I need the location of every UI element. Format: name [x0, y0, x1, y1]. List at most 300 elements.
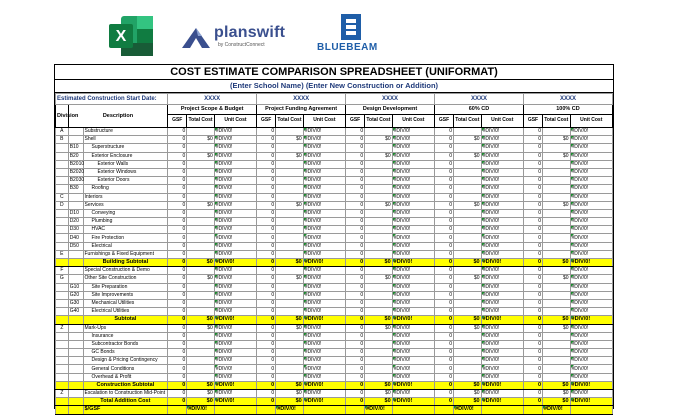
gsf-cell[interactable]: 0	[523, 185, 542, 193]
total-cost-cell[interactable]: $0	[454, 381, 482, 389]
gsf-cell[interactable]: 0	[346, 193, 365, 201]
division-code-cell[interactable]	[56, 168, 69, 176]
unit-cost-cell[interactable]: #DIV/0!	[392, 291, 434, 299]
total-cost-cell[interactable]	[187, 144, 215, 152]
gsf-cell[interactable]: 0	[346, 218, 365, 226]
gsf-cell[interactable]: 0	[523, 218, 542, 226]
unit-cost-cell[interactable]: #DIV/0!	[392, 308, 434, 316]
total-cost-cell[interactable]	[454, 332, 482, 340]
unit-cost-cell[interactable]: #DIV/0!	[392, 201, 434, 209]
start-date-value[interactable]: XXXX	[346, 94, 435, 105]
unit-cost-cell[interactable]: #DIV/0!	[214, 291, 256, 299]
division-code-cell[interactable]	[56, 316, 69, 324]
unit-cost-cell[interactable]: #DIV/0!	[214, 373, 256, 381]
division-code-cell[interactable]	[56, 177, 69, 185]
gsf-cell[interactable]: 0	[257, 398, 276, 406]
total-cost-cell[interactable]	[365, 250, 393, 258]
unit-cost-cell[interactable]: #DIV/0!	[392, 160, 434, 168]
gsf-cell[interactable]: 0	[346, 152, 365, 160]
gsf-cell[interactable]: 0	[257, 168, 276, 176]
gsf-cell[interactable]: 0	[435, 381, 454, 389]
gsf-cell[interactable]: 0	[168, 168, 187, 176]
unit-cost-cell[interactable]: #DIV/0!	[303, 259, 345, 267]
gsf-cell[interactable]: 0	[168, 209, 187, 217]
gsf-cell[interactable]: 0	[523, 291, 542, 299]
total-cost-cell[interactable]: $0	[365, 152, 393, 160]
division-code-cell[interactable]	[56, 226, 69, 234]
description-cell[interactable]: Exterior Windows	[83, 168, 168, 176]
total-cost-cell[interactable]: $0	[454, 324, 482, 332]
unit-cost-cell[interactable]: #DIV/0!	[303, 250, 345, 258]
unit-cost-cell[interactable]: #DIV/0!	[570, 308, 612, 316]
total-cost-cell[interactable]: $0	[187, 152, 215, 160]
unit-cost-cell[interactable]: #DIV/0!	[214, 340, 256, 348]
total-cost-cell[interactable]	[454, 160, 482, 168]
gsf-cell[interactable]: 0	[168, 324, 187, 332]
total-cost-cell[interactable]	[365, 128, 393, 136]
total-cost-cell[interactable]	[187, 218, 215, 226]
unit-cost-cell[interactable]: #DIV/0!	[481, 193, 523, 201]
total-cost-cell[interactable]: $0	[543, 324, 571, 332]
gsf-cell[interactable]: 0	[435, 357, 454, 365]
gsf-cell[interactable]: 0	[346, 128, 365, 136]
unit-cost-cell[interactable]: #DIV/0!	[392, 185, 434, 193]
total-cost-cell[interactable]	[365, 168, 393, 176]
subcode-cell[interactable]	[68, 349, 83, 357]
total-cost-cell[interactable]	[365, 234, 393, 242]
gsf-cell[interactable]: 0	[523, 324, 542, 332]
unit-cost-cell[interactable]: #DIV/0!	[214, 259, 256, 267]
unit-cost-cell[interactable]: #DIV/0!	[392, 152, 434, 160]
gsf-cell[interactable]: 0	[523, 160, 542, 168]
unit-cost-cell[interactable]: #DIV/0!	[214, 299, 256, 307]
total-cost-cell[interactable]	[365, 160, 393, 168]
total-cost-cell[interactable]	[543, 209, 571, 217]
total-cost-cell[interactable]	[543, 349, 571, 357]
gsf-cell[interactable]: 0	[168, 381, 187, 389]
gsf-cell[interactable]: 0	[257, 128, 276, 136]
total-cost-cell[interactable]: $0	[187, 136, 215, 144]
gsf-cell[interactable]: 0	[257, 193, 276, 201]
subcode-cell[interactable]: D50	[68, 242, 83, 250]
total-cost-cell[interactable]	[276, 242, 304, 250]
total-cost-cell[interactable]	[543, 160, 571, 168]
division-code-cell[interactable]: Z	[56, 324, 69, 332]
subcode-cell[interactable]: B2020	[69, 169, 85, 176]
unit-cost-cell[interactable]: #DIV/0!	[570, 283, 612, 291]
gsf-cell[interactable]: 0	[346, 136, 365, 144]
gsf-cell[interactable]: 0	[523, 390, 542, 398]
unit-cost-cell[interactable]: #DIV/0!	[303, 136, 345, 144]
unit-cost-cell[interactable]: #DIV/0!	[570, 390, 612, 398]
total-cost-cell[interactable]: $0	[365, 390, 393, 398]
total-cost-cell[interactable]	[276, 144, 304, 152]
gsf-cell[interactable]: 0	[257, 299, 276, 307]
gsf-cell[interactable]: 0	[257, 242, 276, 250]
unit-cost-cell[interactable]: #DIV/0!	[481, 177, 523, 185]
gsf-cell[interactable]: 0	[435, 259, 454, 267]
gsf-cell[interactable]: 0	[257, 332, 276, 340]
description-cell[interactable]: Services	[83, 201, 168, 209]
unit-cost-cell[interactable]: #DIV/0!	[392, 365, 434, 373]
gsf-cell[interactable]: 0	[346, 357, 365, 365]
unit-cost-cell[interactable]: #DIV/0!	[570, 185, 612, 193]
total-cost-cell[interactable]	[543, 365, 571, 373]
division-code-cell[interactable]: E	[56, 250, 69, 258]
unit-cost-cell[interactable]: #DIV/0!	[481, 373, 523, 381]
total-cost-cell[interactable]: $0	[543, 381, 571, 389]
start-date-value[interactable]: XXXX	[257, 94, 346, 105]
unit-cost-cell[interactable]: #DIV/0!	[392, 128, 434, 136]
unit-cost-cell[interactable]: #DIV/0!	[392, 259, 434, 267]
total-cost-cell[interactable]	[365, 308, 393, 316]
unit-cost-cell[interactable]: #DIV/0!	[570, 381, 612, 389]
gsf-cell[interactable]: 0	[257, 357, 276, 365]
subcode-cell[interactable]: G20	[68, 291, 83, 299]
total-cost-cell[interactable]: $0	[454, 259, 482, 267]
subcode-cell[interactable]: B10	[68, 144, 83, 152]
gsf-cell[interactable]: 0	[346, 267, 365, 275]
gsf-cell[interactable]: 0	[168, 201, 187, 209]
total-cost-cell[interactable]	[276, 308, 304, 316]
gsf-cell[interactable]: 0	[346, 340, 365, 348]
unit-cost-cell[interactable]: #DIV/0!	[214, 250, 256, 258]
gsf-cell[interactable]: 0	[346, 185, 365, 193]
division-code-cell[interactable]	[56, 152, 69, 160]
division-code-cell[interactable]	[56, 299, 69, 307]
unit-cost-cell[interactable]: #DIV/0!	[481, 299, 523, 307]
total-cost-cell[interactable]	[187, 234, 215, 242]
unit-cost-cell[interactable]: #DIV/0!	[214, 152, 256, 160]
gsf-cell[interactable]: 0	[346, 234, 365, 242]
division-code-cell[interactable]	[56, 144, 69, 152]
unit-cost-cell[interactable]: #DIV/0!	[392, 398, 434, 406]
unit-cost-cell[interactable]: #DIV/0!	[214, 234, 256, 242]
unit-cost-cell[interactable]: #DIV/0!	[392, 218, 434, 226]
total-cost-cell[interactable]	[365, 177, 393, 185]
unit-cost-cell[interactable]: #DIV/0!	[392, 390, 434, 398]
unit-cost-cell[interactable]: #DIV/0!	[303, 177, 345, 185]
gsf-cell[interactable]: 0	[523, 299, 542, 307]
subcode-cell[interactable]: B2030	[69, 177, 85, 184]
total-cost-cell[interactable]: $0	[454, 390, 482, 398]
gsf-cell[interactable]: 0	[435, 209, 454, 217]
gsf-cell[interactable]: 0	[523, 226, 542, 234]
gsf-cell[interactable]: 0	[257, 201, 276, 209]
unit-cost-cell[interactable]: #DIV/0!	[570, 357, 612, 365]
unit-cost-cell[interactable]: #DIV/0!	[303, 299, 345, 307]
gsf-cell[interactable]: 0	[523, 308, 542, 316]
gsf-cell[interactable]: 0	[523, 340, 542, 348]
total-cost-cell[interactable]: $0	[454, 136, 482, 144]
unit-cost-cell[interactable]: #DIV/0!	[481, 144, 523, 152]
unit-cost-cell[interactable]: #DIV/0!	[481, 291, 523, 299]
gsf-cell[interactable]: 0	[435, 373, 454, 381]
unit-cost-cell[interactable]: #DIV/0!	[303, 381, 345, 389]
gsf-cell[interactable]: 0	[435, 332, 454, 340]
gsf-cell[interactable]: 0	[168, 365, 187, 373]
total-cost-cell[interactable]	[276, 267, 304, 275]
description-cell[interactable]: Fire Protection	[83, 234, 168, 242]
gsf-cell[interactable]: 0	[346, 259, 365, 267]
unit-cost-cell[interactable]: #DIV/0!	[481, 168, 523, 176]
total-cost-cell[interactable]: $0	[365, 275, 393, 283]
empty-cell[interactable]	[481, 406, 523, 414]
unit-cost-cell[interactable]: #DIV/0!	[214, 242, 256, 250]
total-cost-cell[interactable]	[454, 177, 482, 185]
unit-cost-cell[interactable]: #DIV/0!	[303, 349, 345, 357]
unit-cost-cell[interactable]: #DIV/0!	[570, 349, 612, 357]
total-cost-cell[interactable]	[454, 283, 482, 291]
gsf-cell[interactable]: 0	[435, 160, 454, 168]
unit-cost-cell[interactable]: #DIV/0!	[214, 381, 256, 389]
unit-cost-cell[interactable]: #DIV/0!	[214, 308, 256, 316]
unit-cost-cell[interactable]: #DIV/0!	[570, 373, 612, 381]
subcode-cell[interactable]	[68, 136, 83, 144]
gsf-cell[interactable]: 0	[168, 283, 187, 291]
total-cost-cell[interactable]	[187, 209, 215, 217]
division-code-cell[interactable]	[56, 357, 69, 365]
description-cell[interactable]: Exterior Walls	[83, 160, 168, 168]
gsf-cell[interactable]: 0	[435, 267, 454, 275]
gsf-cell[interactable]: 0	[346, 349, 365, 357]
subcode-cell[interactable]	[68, 267, 83, 275]
gsf-cell[interactable]: 0	[168, 144, 187, 152]
unit-cost-cell[interactable]: #DIV/0!	[303, 234, 345, 242]
unit-cost-cell[interactable]: #DIV/0!	[214, 144, 256, 152]
subcode-cell[interactable]	[68, 390, 83, 398]
gsf-cell[interactable]: 0	[435, 324, 454, 332]
gsf-cell[interactable]: 0	[435, 398, 454, 406]
division-code-cell[interactable]	[56, 398, 69, 406]
unit-cost-cell[interactable]: #DIV/0!	[392, 340, 434, 348]
total-cost-cell[interactable]	[365, 209, 393, 217]
total-cost-cell[interactable]	[187, 168, 215, 176]
gsf-cell[interactable]: 0	[257, 144, 276, 152]
total-cost-cell[interactable]	[543, 144, 571, 152]
empty-cell[interactable]	[392, 406, 434, 414]
gsf-cell[interactable]: 0	[346, 201, 365, 209]
total-cost-cell[interactable]: $0	[276, 152, 304, 160]
total-cost-cell[interactable]	[543, 250, 571, 258]
total-cost-cell[interactable]	[276, 226, 304, 234]
unit-cost-cell[interactable]: #DIV/0!	[481, 218, 523, 226]
total-cost-cell[interactable]	[276, 218, 304, 226]
total-cost-cell[interactable]: $0	[276, 324, 304, 332]
division-code-cell[interactable]	[56, 406, 69, 414]
gsf-cell[interactable]: 0	[346, 291, 365, 299]
description-cell[interactable]: Other Site Construction	[83, 275, 168, 283]
total-cost-cell[interactable]	[187, 291, 215, 299]
gsf-cell[interactable]: 0	[523, 381, 542, 389]
unit-cost-cell[interactable]: #DIV/0!	[214, 275, 256, 283]
total-cost-cell[interactable]	[543, 168, 571, 176]
gsf-cell[interactable]	[257, 406, 276, 414]
unit-cost-cell[interactable]: #DIV/0!	[481, 381, 523, 389]
subcode-cell[interactable]: D20	[68, 218, 83, 226]
gsf-cell[interactable]: 0	[257, 381, 276, 389]
unit-cost-cell[interactable]: #DIV/0!	[392, 144, 434, 152]
unit-cost-cell[interactable]: #DIV/0!	[303, 152, 345, 160]
unit-cost-cell[interactable]: #DIV/0!	[392, 299, 434, 307]
unit-cost-cell[interactable]: #DIV/0!	[481, 357, 523, 365]
unit-cost-cell[interactable]: #DIV/0!	[303, 128, 345, 136]
gsf-cell[interactable]: 0	[346, 250, 365, 258]
unit-cost-cell[interactable]: #DIV/0!	[392, 250, 434, 258]
unit-cost-cell[interactable]: #DIV/0!	[481, 128, 523, 136]
subcode-cell[interactable]: G40	[68, 308, 83, 316]
division-code-cell[interactable]	[56, 209, 69, 217]
total-cost-cell[interactable]	[454, 242, 482, 250]
subcode-cell[interactable]	[68, 250, 83, 258]
total-cost-cell[interactable]	[276, 340, 304, 348]
total-cost-cell[interactable]	[365, 340, 393, 348]
gsf-cell[interactable]: 0	[435, 144, 454, 152]
gsf-cell[interactable]: 0	[168, 299, 187, 307]
division-code-cell[interactable]	[56, 160, 69, 168]
unit-cost-cell[interactable]: #DIV/0!	[392, 373, 434, 381]
gsf-cell[interactable]: 0	[523, 267, 542, 275]
gsf-cell[interactable]: 0	[346, 373, 365, 381]
total-cost-cell[interactable]	[187, 299, 215, 307]
unit-cost-per-gsf-cell[interactable]: #DIV/0!	[454, 406, 482, 414]
sheet-subtitle[interactable]: (Enter School Name) (Enter New Construction or Addition)	[55, 80, 613, 93]
gsf-cell[interactable]: 0	[346, 226, 365, 234]
total-cost-cell[interactable]	[454, 267, 482, 275]
total-cost-cell[interactable]: $0	[276, 316, 304, 324]
total-cost-cell[interactable]	[543, 332, 571, 340]
unit-cost-cell[interactable]: #DIV/0!	[570, 201, 612, 209]
gsf-cell[interactable]: 0	[257, 234, 276, 242]
gsf-cell[interactable]: 0	[435, 308, 454, 316]
gsf-cell[interactable]: 0	[257, 160, 276, 168]
total-cost-cell[interactable]: $0	[187, 324, 215, 332]
unit-cost-cell[interactable]: #DIV/0!	[570, 128, 612, 136]
unit-cost-per-gsf-cell[interactable]: #DIV/0!	[276, 406, 304, 414]
subcode-cell[interactable]: G30	[68, 299, 83, 307]
unit-cost-cell[interactable]: #DIV/0!	[481, 226, 523, 234]
subcode-cell[interactable]	[68, 365, 83, 373]
unit-cost-cell[interactable]: #DIV/0!	[481, 275, 523, 283]
gsf-cell[interactable]: 0	[168, 218, 187, 226]
total-cost-cell[interactable]: $0	[187, 390, 215, 398]
gsf-cell[interactable]: 0	[523, 365, 542, 373]
description-cell[interactable]: Special Construction & Demo	[83, 267, 168, 275]
unit-cost-cell[interactable]: #DIV/0!	[303, 193, 345, 201]
gsf-cell[interactable]: 0	[346, 299, 365, 307]
total-cost-cell[interactable]: $0	[276, 259, 304, 267]
division-code-cell[interactable]	[56, 365, 69, 373]
unit-cost-cell[interactable]: #DIV/0!	[214, 136, 256, 144]
unit-cost-cell[interactable]: #DIV/0!	[570, 193, 612, 201]
total-cost-cell[interactable]	[454, 128, 482, 136]
total-cost-cell[interactable]	[454, 185, 482, 193]
unit-cost-cell[interactable]: #DIV/0!	[392, 177, 434, 185]
gsf-cell[interactable]: 0	[168, 160, 187, 168]
unit-cost-cell[interactable]: #DIV/0!	[481, 365, 523, 373]
gsf-cell[interactable]: 0	[257, 152, 276, 160]
start-date-value[interactable]: XXXX	[435, 94, 524, 105]
gsf-cell[interactable]: 0	[168, 242, 187, 250]
unit-cost-cell[interactable]: #DIV/0!	[214, 209, 256, 217]
gsf-cell[interactable]: 0	[523, 357, 542, 365]
division-code-cell[interactable]	[56, 349, 69, 357]
unit-cost-cell[interactable]: #DIV/0!	[214, 365, 256, 373]
gsf-cell[interactable]: 0	[346, 316, 365, 324]
total-cost-cell[interactable]	[187, 250, 215, 258]
description-cell[interactable]: Mechanical Utilities	[83, 299, 168, 307]
division-code-cell[interactable]	[56, 259, 69, 267]
unit-cost-per-gsf-cell[interactable]: #DIV/0!	[543, 406, 571, 414]
gsf-cell[interactable]: 0	[168, 128, 187, 136]
unit-cost-per-gsf-cell[interactable]: #DIV/0!	[187, 406, 215, 414]
gsf-cell[interactable]: 0	[257, 209, 276, 217]
unit-cost-cell[interactable]: #DIV/0!	[303, 308, 345, 316]
total-cost-cell[interactable]	[276, 250, 304, 258]
unit-cost-cell[interactable]: #DIV/0!	[214, 218, 256, 226]
total-cost-cell[interactable]: $0	[276, 136, 304, 144]
unit-cost-cell[interactable]: #DIV/0!	[303, 357, 345, 365]
gsf-cell[interactable]: 0	[257, 365, 276, 373]
total-cost-cell[interactable]	[276, 299, 304, 307]
total-cost-cell[interactable]	[365, 365, 393, 373]
gsf-cell[interactable]: 0	[435, 226, 454, 234]
total-cost-cell[interactable]	[365, 144, 393, 152]
unit-cost-cell[interactable]: #DIV/0!	[214, 160, 256, 168]
total-cost-cell[interactable]	[454, 365, 482, 373]
subcode-cell[interactable]	[68, 275, 83, 283]
gsf-cell[interactable]: 0	[257, 267, 276, 275]
gsf-cell[interactable]: 0	[523, 332, 542, 340]
unit-cost-cell[interactable]: #DIV/0!	[303, 373, 345, 381]
start-date-value[interactable]: XXXX	[168, 94, 257, 105]
unit-cost-cell[interactable]: #DIV/0!	[303, 226, 345, 234]
division-code-cell[interactable]	[56, 291, 69, 299]
total-cost-cell[interactable]: $0	[543, 275, 571, 283]
gsf-cell[interactable]: 0	[523, 316, 542, 324]
total-cost-cell[interactable]	[187, 185, 215, 193]
gsf-cell[interactable]: 0	[257, 259, 276, 267]
unit-cost-cell[interactable]: #DIV/0!	[214, 390, 256, 398]
total-cost-cell[interactable]: $0	[454, 398, 482, 406]
gsf-cell[interactable]: 0	[346, 160, 365, 168]
gsf-cell[interactable]: 0	[523, 250, 542, 258]
gsf-cell[interactable]: 0	[523, 259, 542, 267]
total-cost-cell[interactable]	[365, 193, 393, 201]
unit-cost-cell[interactable]: #DIV/0!	[570, 275, 612, 283]
division-code-cell[interactable]	[56, 218, 69, 226]
unit-cost-cell[interactable]: #DIV/0!	[214, 177, 256, 185]
total-cost-cell[interactable]: $0	[276, 398, 304, 406]
total-cost-cell[interactable]: $0	[543, 152, 571, 160]
total-cost-cell[interactable]	[365, 218, 393, 226]
unit-cost-cell[interactable]: #DIV/0!	[570, 234, 612, 242]
unit-cost-cell[interactable]: #DIV/0!	[303, 340, 345, 348]
total-cost-cell[interactable]	[187, 365, 215, 373]
total-cost-cell[interactable]: $0	[543, 390, 571, 398]
gsf-cell[interactable]: 0	[523, 177, 542, 185]
total-cost-cell[interactable]	[276, 332, 304, 340]
total-cost-cell[interactable]: $0	[365, 259, 393, 267]
description-cell[interactable]: Subcontractor Bonds	[83, 340, 168, 348]
division-code-cell[interactable]	[56, 373, 69, 381]
total-cost-cell[interactable]	[543, 308, 571, 316]
unit-cost-cell[interactable]: #DIV/0!	[303, 267, 345, 275]
subcode-cell[interactable]: G10	[68, 283, 83, 291]
division-code-cell[interactable]	[56, 242, 69, 250]
gsf-cell[interactable]: 0	[523, 234, 542, 242]
total-cost-cell[interactable]	[365, 226, 393, 234]
